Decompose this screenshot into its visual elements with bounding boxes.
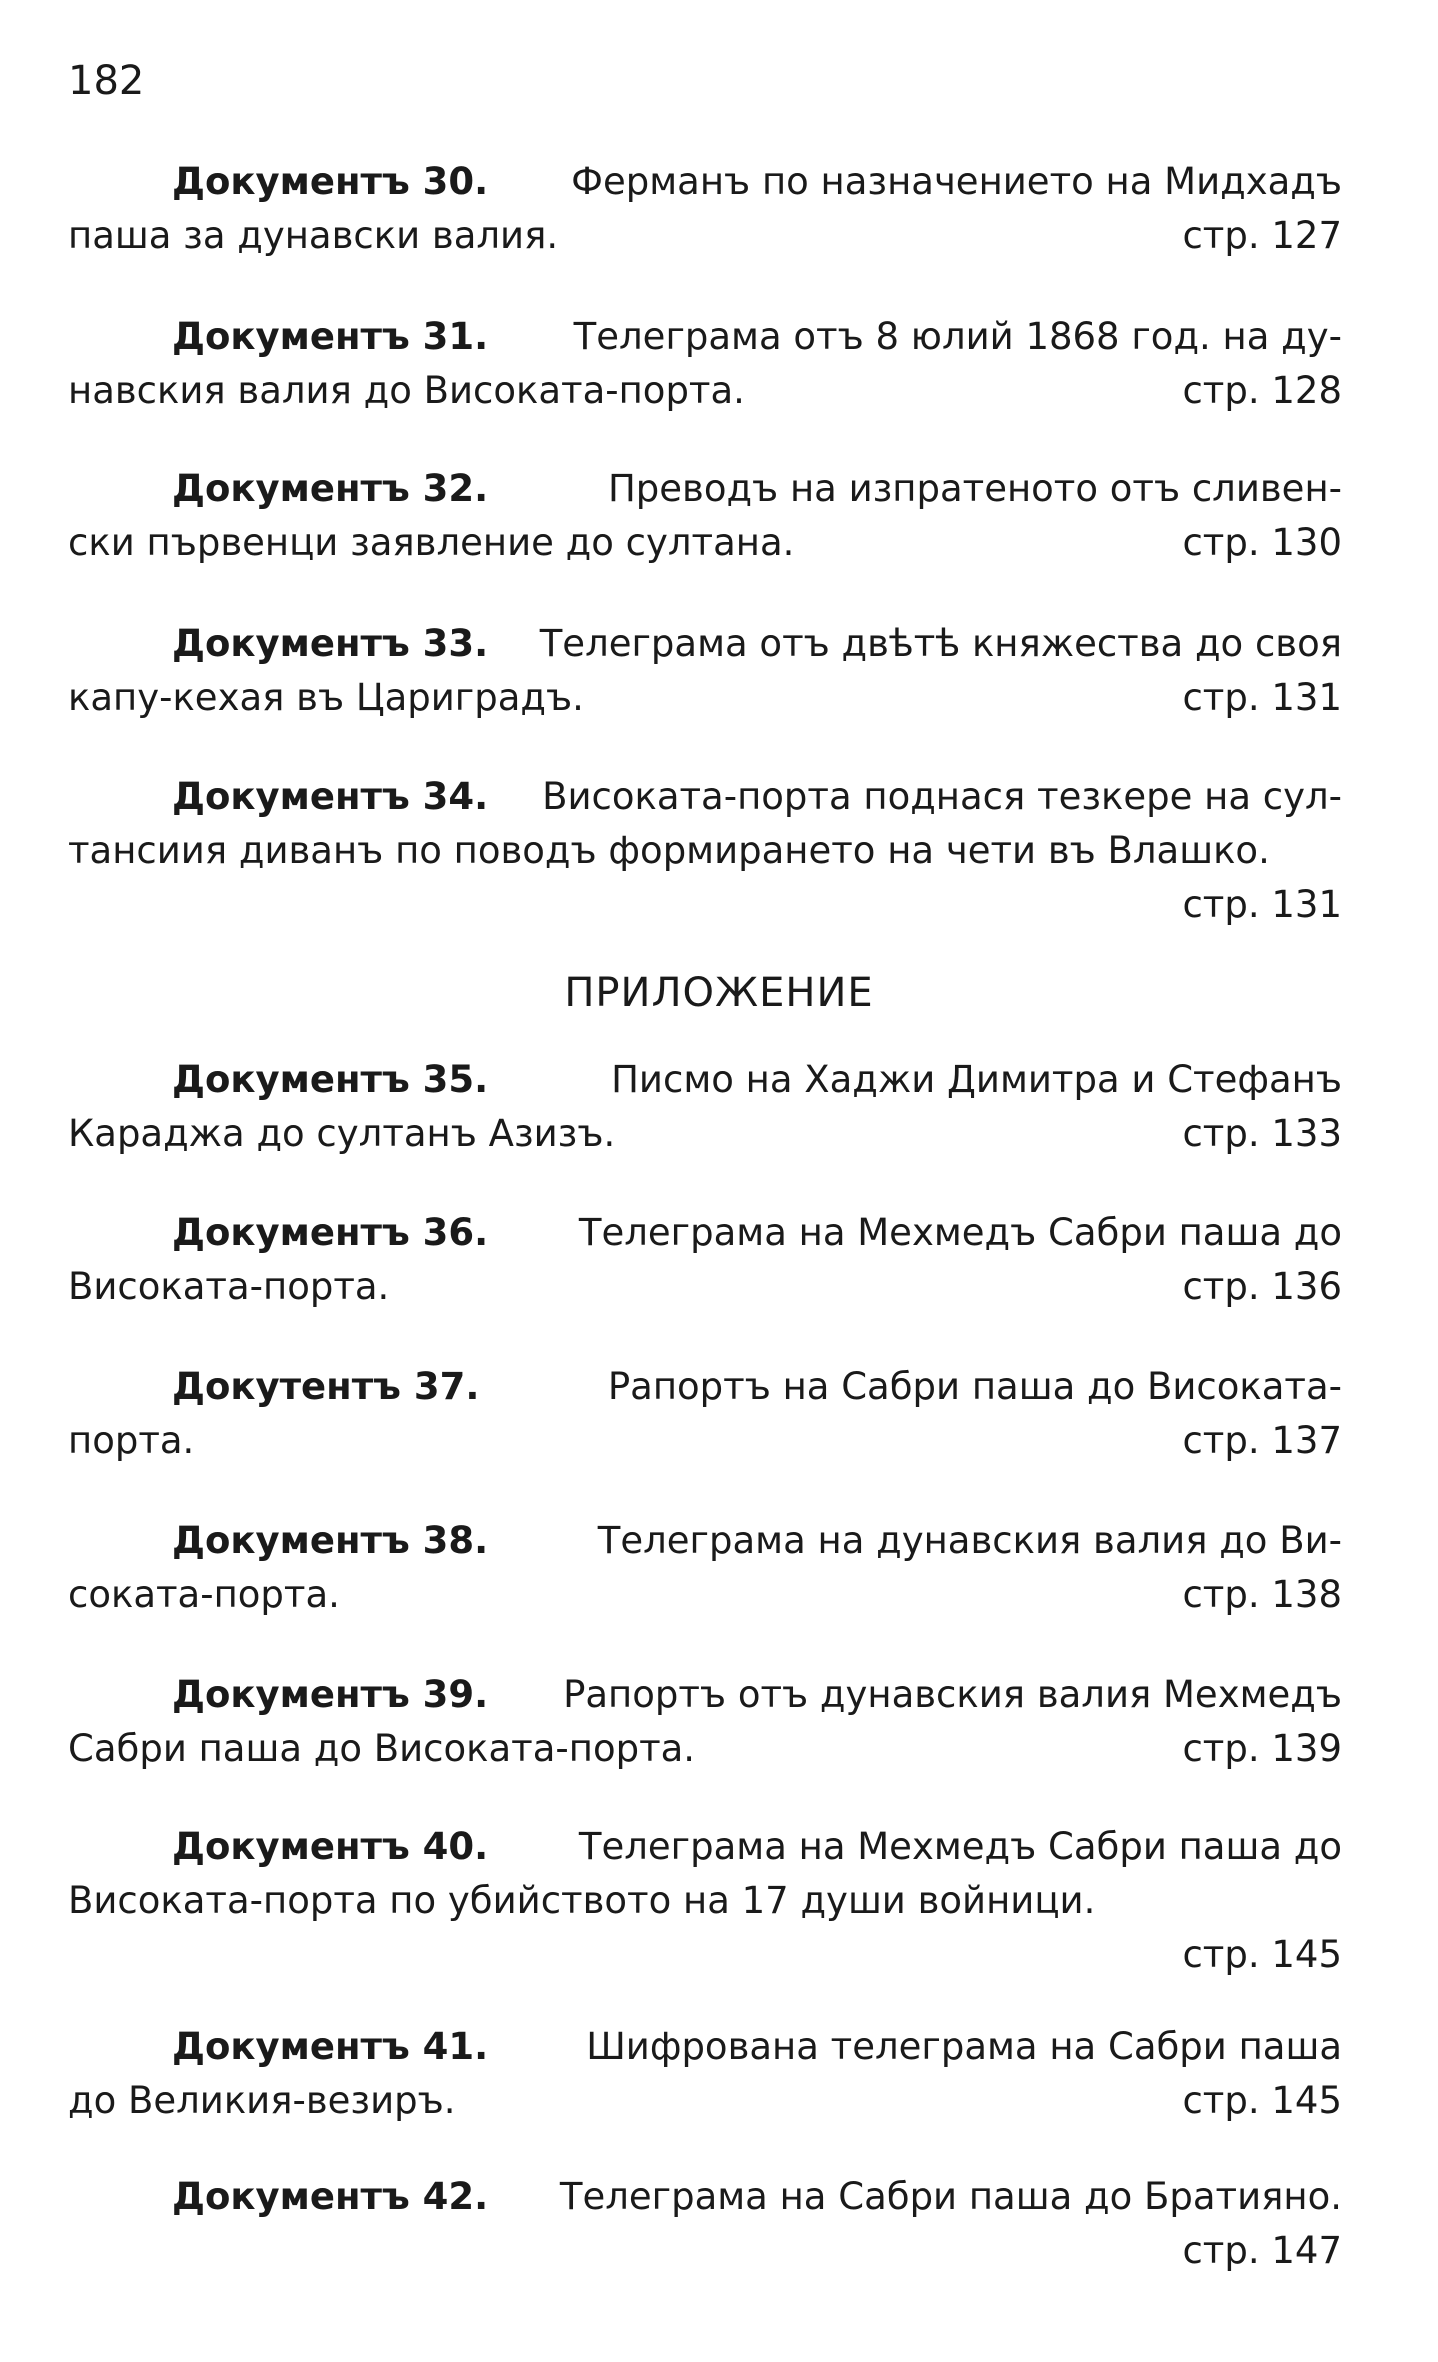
page-reference: стр. 139: [1182, 1727, 1342, 1770]
document-entry-30: [68, 155, 1342, 263]
entry-line-2: [68, 2224, 1342, 2278]
entry-label: Документъ 30.: [172, 160, 489, 203]
document-entry-35: [68, 1053, 1342, 1161]
document-entry-33: [68, 617, 1342, 725]
entry-title-line: Сабри паша до Високата-порта.: [68, 1727, 696, 1770]
entry-line-2: [68, 1107, 1342, 1161]
entry-label: Документъ 40.: [172, 1825, 489, 1868]
entry-label: Документъ 31.: [172, 315, 489, 358]
entry-title-line: Телеграма на дунавския валия до Ви-: [597, 1519, 1342, 1562]
entry-title-line: Телеграма отъ двѣтѣ княжества до своя: [539, 622, 1342, 665]
entry-title-line: Телеграма на Мехмедъ Сабри паша до: [578, 1211, 1342, 1254]
entry-label: Документъ 33.: [172, 622, 489, 665]
entry-label: Документъ 32.: [172, 467, 489, 510]
document-entry-37: [68, 1360, 1342, 1468]
page-reference: стр. 128: [1182, 369, 1342, 412]
entry-label: Документъ 36.: [172, 1211, 489, 1254]
entry-title-line: Шифрована телеграма на Сабри паша: [586, 2025, 1342, 2068]
page-reference: стр. 131: [1182, 883, 1342, 926]
entry-title-line: навския валия до Високата-порта.: [68, 369, 745, 412]
entry-title-line: порта.: [68, 1419, 195, 1462]
entry-title-line: Рапортъ на Сабри паша до Високата-: [607, 1365, 1342, 1408]
document-entry-31: [68, 310, 1342, 418]
entry-line-1: [68, 2170, 1342, 2224]
page-reference: стр. 147: [1182, 2229, 1342, 2272]
entry-line-2: [68, 364, 1342, 418]
entry-line-1: [68, 1206, 1342, 1260]
page-number: 182: [68, 58, 145, 104]
entry-title-line: до Великия-везиръ.: [68, 2079, 456, 2122]
entry-label: Документъ 41.: [172, 2025, 489, 2068]
entry-title-line: Телеграма на Мехмедъ Сабри паша до: [578, 1825, 1342, 1868]
entry-title-line: Високата-порта поднася тезкере на сул-: [542, 775, 1342, 818]
document-entry-41: [68, 2020, 1342, 2128]
page-reference: стр. 131: [1182, 676, 1342, 719]
entry-line-2: [68, 209, 1342, 263]
document-entry-42: [68, 2170, 1342, 2278]
entry-line-2: [68, 671, 1342, 725]
document-entry-36: [68, 1206, 1342, 1314]
entry-title-line: Телеграма отъ 8 юлий 1868 год. на ду-: [573, 315, 1342, 358]
page-reference: стр. 136: [1182, 1265, 1342, 1308]
entry-line-2: [68, 1568, 1342, 1622]
entry-line-1: [68, 1514, 1342, 1568]
entry-title-line: капу-кехая въ Цариградъ.: [68, 676, 584, 719]
entry-line-3: [68, 878, 1342, 932]
document-entry-32: [68, 462, 1342, 570]
page-reference: стр. 130: [1182, 521, 1342, 564]
page-reference: стр. 138: [1182, 1573, 1342, 1616]
entry-title-line: тансиия диванъ по поводъ формирането на чети въ Влашко.: [68, 829, 1270, 872]
document-entry-39: [68, 1668, 1342, 1776]
entry-line-2: [68, 1414, 1342, 1468]
entry-line-2: [68, 824, 1342, 878]
entry-line-1: [68, 1820, 1342, 1874]
entry-line-2: [68, 1874, 1342, 1928]
entry-line-3: [68, 1928, 1342, 1982]
entry-line-1: [68, 1668, 1342, 1722]
entry-label: Документъ 35.: [172, 1058, 489, 1101]
entry-title-line: Ферманъ по назначението на Мидхадъ: [571, 160, 1342, 203]
entry-title-line: соката-порта.: [68, 1573, 340, 1616]
entry-line-1: [68, 617, 1342, 671]
entry-line-2: [68, 516, 1342, 570]
document-entry-38: [68, 1514, 1342, 1622]
entry-line-2: [68, 1260, 1342, 1314]
page-reference: стр. 137: [1182, 1419, 1342, 1462]
entry-line-1: [68, 1053, 1342, 1107]
section-heading: ПРИЛОЖЕНИЕ: [564, 970, 874, 1016]
entry-title-line: Високата-порта по убийството на 17 души войници.: [68, 1879, 1096, 1922]
entry-title-line: Рапортъ отъ дунавския валия Мехмедъ: [563, 1673, 1342, 1716]
document-entry-34: [68, 770, 1342, 932]
entry-title-line: Караджа до султанъ Азизъ.: [68, 1112, 616, 1155]
entry-label: Документъ 38.: [172, 1519, 489, 1562]
entry-title-line: ски първенци заявление до султана.: [68, 521, 795, 564]
entry-line-2: [68, 1722, 1342, 1776]
entry-title-line: Телеграма на Сабри паша до Братияно.: [559, 2175, 1342, 2218]
entry-title-line: Преводъ на изпратеното отъ сливен-: [607, 467, 1342, 510]
entry-line-1: [68, 155, 1342, 209]
page-reference: стр. 145: [1182, 2079, 1342, 2122]
entry-label: Документъ 39.: [172, 1673, 489, 1716]
entry-title-line: паша за дунавски валия.: [68, 214, 559, 257]
entry-line-1: [68, 462, 1342, 516]
page-reference: стр. 145: [1182, 1933, 1342, 1976]
entry-label: Документъ 42.: [172, 2175, 489, 2218]
entry-line-1: [68, 1360, 1342, 1414]
page-reference: стр. 127: [1182, 214, 1342, 257]
entry-label: Документъ 34.: [172, 775, 489, 818]
document-entry-40: [68, 1820, 1342, 1982]
entry-title-line: Писмо на Хаджи Димитра и Стефанъ: [611, 1058, 1342, 1101]
entry-title-line: Високата-порта.: [68, 1265, 390, 1308]
entry-line-1: [68, 310, 1342, 364]
entry-line-1: [68, 770, 1342, 824]
entry-line-1: [68, 2020, 1342, 2074]
page-reference: стр. 133: [1182, 1112, 1342, 1155]
entry-line-2: [68, 2074, 1342, 2128]
entry-label: Докутентъ 37.: [172, 1365, 480, 1408]
